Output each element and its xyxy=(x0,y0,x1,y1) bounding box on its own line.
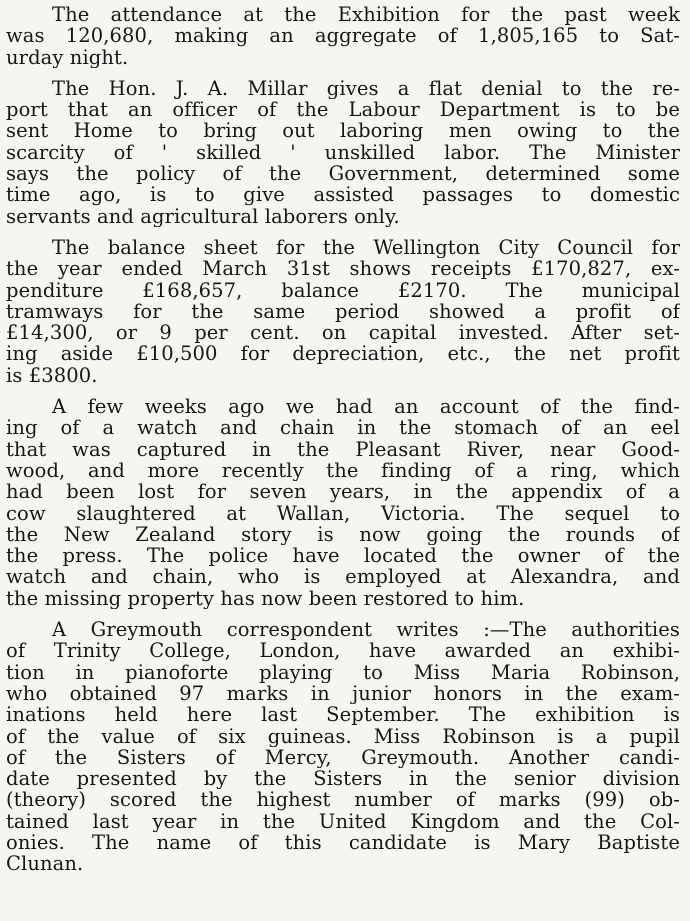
text-line: tramways for the same period showed a profit of xyxy=(6,300,680,323)
text-line: of the Sisters of Mercy, Greymouth. Another candi- xyxy=(6,746,680,769)
text-line: A Greymouth correspondent writes :—The authorities xyxy=(52,619,680,641)
text-line: sent Home to bring out laboring men owing to the xyxy=(6,120,680,142)
text-line: The balance sheet for the Wellington City Council for xyxy=(52,236,680,259)
text-line: watch and chain, who is employed at Alexandra, and xyxy=(6,566,680,588)
text-line: the missing property has now been restored to him. xyxy=(6,587,525,610)
text-line: of Trinity College, London, have awarded an exhibi- xyxy=(6,640,680,662)
text-line: the year ended March 31st shows receipts £170,827, ex- xyxy=(6,258,680,280)
paragraph-greymouth-exhibition xyxy=(6,619,680,875)
text-line: A few weeks ago we had an account of the find- xyxy=(52,396,680,418)
text-line: tion in pianoforte playing to Miss Maria Robinson, xyxy=(6,661,680,683)
text-line: time ago, is to give assisted passages to domestic xyxy=(6,184,680,206)
text-line: is £3800. xyxy=(6,364,98,387)
text-line: scarcity of ' skilled ' unskilled labor. The Minister xyxy=(6,141,680,164)
text-line: onies. The name of this candidate is Mary Baptiste xyxy=(6,831,680,854)
text-line: the New Zealand story is now going the rounds of xyxy=(6,523,680,546)
text-line: of the value of six guineas. Miss Robinson is a pupil xyxy=(6,725,680,747)
text-line: ing of a watch and chain in the stomach of an eel xyxy=(6,417,680,439)
text-line: that was captured in the Pleasant River, near Good- xyxy=(6,438,680,460)
text-line: wood, and more recently the finding of a ring, which xyxy=(6,459,680,482)
paragraph-watch-in-eel xyxy=(6,396,680,609)
text-line: penditure £168,657, balance £2170. The municipal xyxy=(6,279,680,301)
text-line: ing aside £10,500 for depreciation, etc., the net profit xyxy=(6,343,680,365)
text-line: who obtained 97 marks in junior honors in the exam- xyxy=(6,682,680,705)
paragraph-millar-denial xyxy=(6,78,680,227)
paragraph-city-council-balance xyxy=(6,237,680,386)
text-line: cow slaughtered at Wallan, Victoria. The sequel to xyxy=(6,502,680,524)
text-line: servants and agricultural laborers only. xyxy=(6,205,400,227)
text-line: had been lost for seven years, in the appendix of a xyxy=(6,481,680,503)
text-line: urday night. xyxy=(6,46,129,68)
text-line: £14,300, or 9 per cent. on capital invested. After set- xyxy=(6,322,680,344)
text-line: (theory) scored the highest number of marks (99) ob- xyxy=(6,789,680,811)
text-line: tained last year in the United Kingdom and the Col- xyxy=(6,810,680,832)
text-line: the press. The police have located the owner of the xyxy=(6,545,680,567)
text-line: date presented by the Sisters in the senior division xyxy=(6,768,680,790)
text-line: says the policy of the Government, determined some xyxy=(6,163,680,185)
text-line: port that an officer of the Labour Department is to be xyxy=(6,99,680,121)
text-line: inations held here last September. The exhibition is xyxy=(6,704,680,726)
text-line: Clunan. xyxy=(6,853,84,875)
paragraph-exhibition-attendance xyxy=(6,4,680,68)
text-line: The Hon. J. A. Millar gives a flat denial to the re- xyxy=(52,77,680,100)
text-line: The attendance at the Exhibition for the past week xyxy=(52,4,680,26)
text-line: was 120,680, making an aggregate of 1,805,165 to Sat- xyxy=(6,25,680,47)
